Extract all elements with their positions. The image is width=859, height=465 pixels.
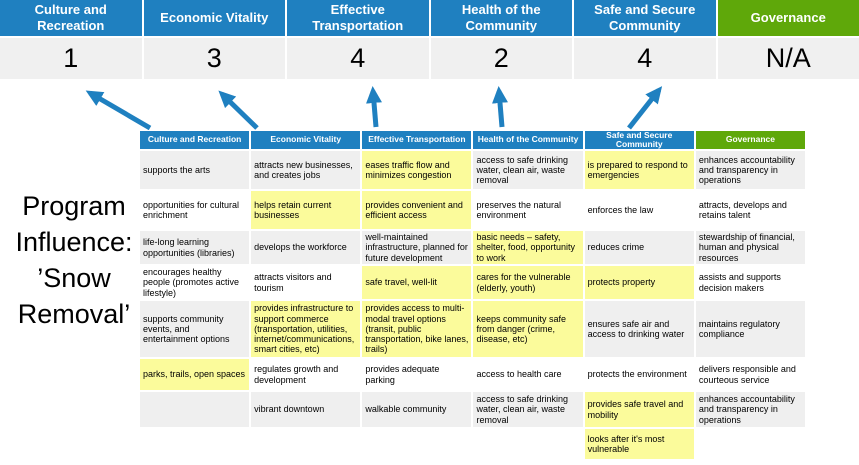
summary-score-cell: 3 [144, 38, 286, 79]
matrix-cell-text: eases traffic flow and minimizes congestion [365, 159, 452, 180]
influence-arrow [222, 94, 257, 128]
matrix-header-cell: Economic Vitality [251, 131, 360, 149]
matrix-cell [140, 266, 249, 299]
matrix-cell [473, 429, 582, 459]
matrix-cell-text: protects the environment [587, 369, 687, 380]
matrix-cell [251, 301, 360, 357]
matrix-cell [473, 359, 582, 390]
matrix-cell [140, 151, 249, 189]
summary-score-cell: N/A [718, 38, 859, 79]
matrix-cell-text: provides access to multi-modal travel options (transit, public transportation, bike lanes, trails) [365, 303, 469, 355]
influence-arrow [629, 90, 659, 128]
matrix-cell [140, 231, 249, 264]
program-title-line: Program [22, 191, 126, 221]
matrix-cell [696, 266, 805, 299]
matrix-cell [473, 301, 582, 357]
matrix-header-cell: Governance [696, 131, 805, 149]
summary-score-cell: 4 [574, 38, 716, 79]
matrix-cell-text: reduces crime [587, 242, 645, 253]
matrix-cell-text: vibrant downtown [254, 404, 325, 415]
matrix-cell [696, 392, 805, 427]
matrix-cell [585, 191, 694, 229]
matrix-cell-text: protects property [587, 277, 656, 288]
matrix-cell [251, 429, 360, 459]
matrix-header-cell: Culture and Recreation [140, 131, 249, 149]
matrix-cell-text: keeps community safe from danger (crime, disease, etc) [476, 313, 567, 345]
matrix-cell [585, 231, 694, 264]
matrix-cell [585, 392, 694, 427]
program-title-line: Removal’ [17, 299, 131, 329]
matrix-cell-text: develops the workforce [254, 242, 347, 253]
matrix-cell [473, 231, 582, 264]
matrix-cell-text: looks after it's most vulnerable [587, 433, 665, 454]
summary-score-cell: 4 [287, 38, 429, 79]
summary-header-cell: Health of the Community [431, 0, 573, 36]
matrix-cell-text: cares for the vulnerable (elderly, youth) [476, 272, 571, 293]
matrix-cell [362, 151, 471, 189]
matrix-cell-text: provides adequate parking [365, 364, 440, 385]
matrix-cell-text: opportunities for cultural enrichment [143, 199, 240, 220]
matrix-table [140, 131, 805, 459]
matrix-cell-text: supports the arts [143, 164, 211, 175]
summary-header-cell: Governance [718, 0, 859, 36]
matrix-cell-text: safe travel, well-lit [365, 277, 437, 288]
matrix-cell [585, 429, 694, 459]
matrix-cell [473, 151, 582, 189]
matrix-cell [696, 231, 805, 264]
matrix-cell [251, 191, 360, 229]
matrix-cell-text: attracts visitors and tourism [254, 272, 332, 293]
program-title-line: ’Snow [37, 263, 111, 293]
program-title [0, 188, 148, 332]
matrix-cell [251, 392, 360, 427]
summary-header-cell: Culture and Recreation [0, 0, 142, 36]
matrix-cell-text: supports community events, and entertainment options [143, 313, 230, 345]
matrix-cell [140, 301, 249, 357]
matrix-cell-text: access to health care [476, 369, 562, 380]
matrix-cell-text: life-long learning opportunities (libraries) [143, 237, 235, 258]
matrix-cell [585, 151, 694, 189]
influence-arrow [90, 93, 150, 128]
matrix-cell [251, 266, 360, 299]
summary-header-cell: Economic Vitality [144, 0, 286, 36]
matrix-cell-text: provides infrastructure to support commerce (transportation, utilities, internet/communications, smart cities, etc) [254, 303, 355, 355]
matrix-cell [696, 191, 805, 229]
matrix-cell [140, 429, 249, 459]
summary-score-cell: 1 [0, 38, 142, 79]
influence-arrow [373, 91, 376, 127]
summary-header-cell: Effective Transportation [287, 0, 429, 36]
matrix-cell-text: enforces the law [587, 204, 654, 215]
matrix-cell-text: ensures safe air and access to drinking water [587, 318, 685, 339]
matrix-cell-text: regulates growth and development [254, 364, 339, 385]
matrix-header-cell: Health of the Community [473, 131, 582, 149]
matrix-cell [585, 359, 694, 390]
summary-score-cell: 2 [431, 38, 573, 79]
matrix-cell [140, 359, 249, 390]
matrix-cell [696, 151, 805, 189]
influence-arrow [499, 91, 502, 127]
summary-table [0, 0, 859, 79]
matrix-cell [362, 429, 471, 459]
matrix-cell [251, 231, 360, 264]
matrix-cell-text: stewardship of financial, human and physical resources [698, 232, 795, 263]
matrix-cell-text: enhances accountability and transparency in operations [698, 154, 795, 186]
matrix-cell-text: access to safe drinking water, clean air, waste removal [476, 394, 569, 425]
matrix-header-cell: Effective Transportation [362, 131, 471, 149]
matrix-cell [696, 359, 805, 390]
matrix-cell [251, 359, 360, 390]
matrix-header-cell: Safe and Secure Community [585, 131, 694, 149]
matrix-cell-text: preserves the natural environment [476, 199, 562, 220]
matrix-cell [362, 301, 471, 357]
matrix-cell [362, 191, 471, 229]
matrix-cell [362, 231, 471, 264]
influence-arrows [0, 82, 859, 130]
matrix-cell-text: delivers responsible and courteous service [698, 364, 796, 385]
matrix-cell [140, 191, 249, 229]
matrix-cell [362, 392, 471, 427]
matrix-cell [696, 429, 805, 459]
matrix-cell-text: attracts new businesses, and creates jobs [254, 159, 353, 180]
matrix-cell-text: provides convenient and efficient access [365, 199, 463, 220]
program-title-line: Influence: [15, 227, 133, 257]
matrix-cell-text: enhances accountability and transparency in operations [698, 394, 795, 425]
matrix-cell-text: helps retain current businesses [254, 199, 332, 220]
matrix-cell [585, 266, 694, 299]
matrix-cell-text: well-maintained infrastructure, planned for future development [365, 232, 468, 263]
matrix-cell [251, 151, 360, 189]
matrix-cell [362, 266, 471, 299]
matrix-cell [473, 191, 582, 229]
matrix-cell [473, 392, 582, 427]
matrix-cell-text: is prepared to respond to emergencies [587, 159, 688, 180]
matrix-cell [140, 392, 249, 427]
matrix-cell-text: access to safe drinking water, clean air, waste removal [476, 154, 569, 186]
matrix-cell-text: attracts, develops and retains talent [698, 199, 787, 220]
matrix-cell-text: assists and supports decision makers [698, 272, 781, 293]
matrix-cell-text: encourages healthy people (promotes active lifestyle) [143, 267, 240, 298]
matrix-cell-text: basic needs – safety, shelter, food, opportunity to work [476, 232, 576, 263]
matrix-cell [696, 301, 805, 357]
matrix-cell [362, 359, 471, 390]
matrix-cell-text: provides safe travel and mobility [587, 399, 684, 420]
summary-header-cell: Safe and Secure Community [574, 0, 716, 36]
matrix-cell-text: parks, trails, open spaces [143, 369, 246, 380]
matrix-cell-text: walkable community [365, 404, 447, 415]
matrix-cell-text: maintains regulatory compliance [698, 318, 780, 339]
matrix-cell [473, 266, 582, 299]
matrix-cell [585, 301, 694, 357]
